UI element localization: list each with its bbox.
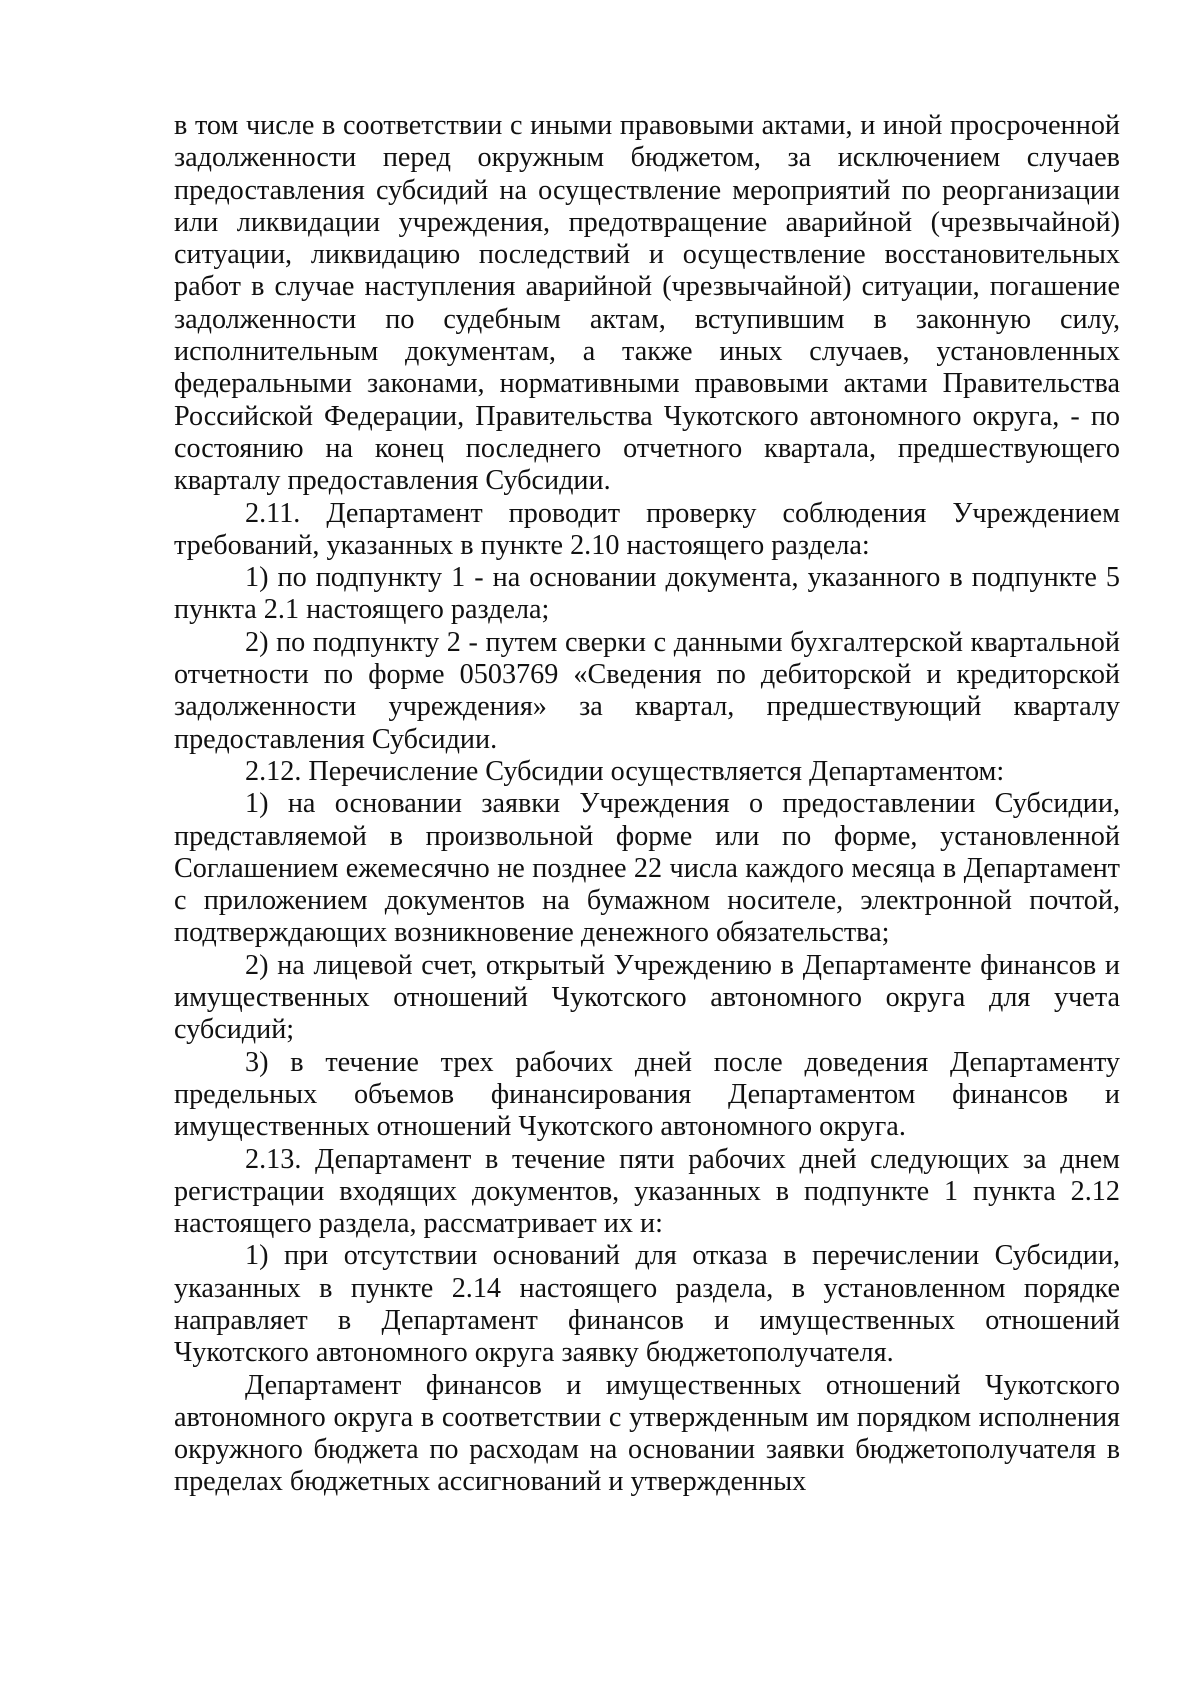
document-page	[174, 110, 1120, 1499]
paragraph-2-11-item-2: 2) по подпункту 2 - путем сверки с данными бухгалтерской квартальной отчетности по форме 0503769 «Сведения по дебиторской и кредиторской задолженности учреждения» за квартал, предшествующий кварталу предоставления Субсидии.	[174, 626, 1120, 755]
paragraph-2-12-item-1: 1) на основании заявки Учреждения о предоставлении Субсидии, представляемой в произвольной форме или по форме, установленной Соглашением ежемесячно не позднее 22 числа каждого месяца в Департамент с приложением документов на бумажном носителе, электронной почтой, подтверждающих возникновение денежного обязательства;	[174, 788, 1120, 949]
paragraph-2-12: 2.12. Перечисление Субсидии осуществляется Департаментом:	[245, 755, 1005, 787]
paragraph-2-11: 2.11. Департамент проводит проверку соблюдения Учреждением требований, указанных в пункте 2.10 настоящего раздела:	[174, 497, 1120, 561]
paragraph-2-13: 2.13. Департамент в течение пяти рабочих дней следующих за днем регистрации входящих документов, указанных в подпункте 1 пункта 2.12 настоящего раздела, рассматривает их и:	[174, 1143, 1120, 1240]
paragraph-2-12-item-3: 3) в течение трех рабочих дней после доведения Департаменту предельных объемов финансирования Департаментом финансов и имущественных отношений Чукотского автономного округа.	[174, 1046, 1120, 1143]
paragraph-finance-department: Департамент финансов и имущественных отношений Чукотского автономного округа в соответствии с утвержденным им порядком исполнения окружного бюджета по расходам на основании заявки бюджетополучателя в пределах бюджетных ассигнований и утвержденных	[174, 1369, 1120, 1498]
paragraph-1: в том числе в соответствии с иными правовыми актами, и иной просроченной задолженности перед окружным бюджетом, за исключением случаев предоставления субсидий на осуществление мероприятий по реорганизации или ликвидации учреждения, предотвращение аварийной (чрезвычайной) ситуации, ликвидацию последствий и осуществление восстановительных работ в случае наступления аварийной (чрезвычайной) ситуации, погашение задолженности по судебным актам, вступившим в законную силу, исполнительным документам, а также иных случаев, установленных федеральными законами, нормативными правовыми актами Правительства Российской Федерации, Правительства Чукотского автономного округа, - по состоянию на конец последнего отчетного квартала, предшествующего кварталу предоставления Субсидии.	[174, 110, 1120, 497]
paragraph-2-11-item-1: 1) по подпункту 1 - на основании документа, указанного в подпункте 5 пункта 2.1 настоящего раздела;	[174, 562, 1120, 626]
paragraph-2-12-item-2: 2) на лицевой счет, открытый Учреждению в Департаменте финансов и имущественных отношений Чукотского автономного округа для учета субсидий;	[174, 949, 1120, 1046]
paragraph-2-13-item-1: 1) при отсутствии оснований для отказа в перечислении Субсидии, указанных в пункте 2.14 настоящего раздела, в установленном порядке направляет в Департамент финансов и имущественных отношений Чукотского автономного округа заявку бюджетополучателя.	[174, 1240, 1120, 1369]
